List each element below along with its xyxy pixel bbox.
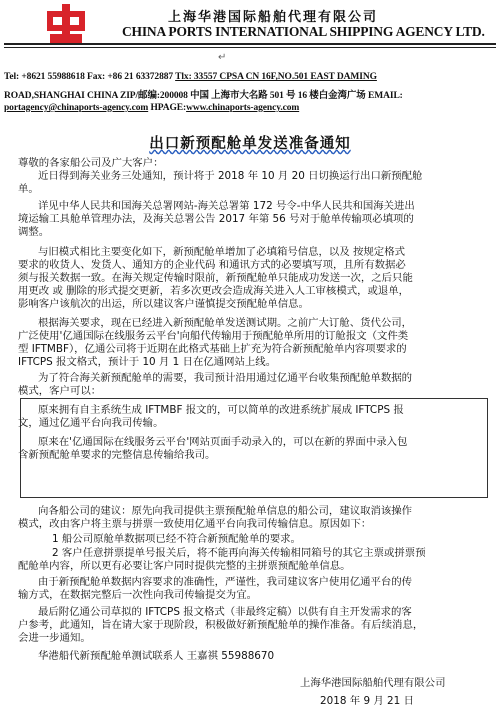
- p1-line: 近日得到海关业务三处通知，预计将于 2018 年 10 月 20 日切换运行出口新预配舱: [38, 170, 423, 182]
- signature-date: 2018 年 9 月 21 日: [320, 695, 414, 707]
- p4-line: IFTCPS 报文格式，预计于 10 月 1 日在亿通网站上线。: [18, 356, 277, 368]
- contact-phone-fax: Tel: +8621 55988618 Fax: +86 21 63372887: [4, 72, 176, 82]
- email-link[interactable]: portagency@chinaports-agency.com: [4, 103, 149, 113]
- p4-line: 广泛使用'亿通国际在线服务云平台'向船代传输用于预配舱单所用的订舱报文（文件类: [18, 330, 409, 342]
- contact-telex: Tlx: 33557 CPSA CN 16F,NO.501 EAST DAMING: [175, 72, 377, 82]
- p7-line: 由于新预配舱单数据内容要求的准确性，严谨性，我司建议客户使用亿通平台的传: [38, 576, 413, 588]
- contact-line-3: [4, 103, 299, 113]
- option-1-line: 文，通过亿通平台向我司传输。: [18, 417, 164, 429]
- salutation: 尊敬的各家船公司及广大客户：: [18, 157, 164, 169]
- reason-1: 1 船公司原舱单数据项已经不符合新预配舱单的要求。: [52, 533, 301, 545]
- p3-line: 要求的收货人、发货人、通知方的企业代码 和通讯方式的必要填写项，且所有数据必: [18, 259, 406, 271]
- p3-line: 影响客户该航次的出运，所以建议客户谨慎提交预配舱单信息。: [18, 298, 309, 310]
- letterhead-rule: [4, 43, 496, 45]
- p1-line: 单。: [18, 183, 39, 195]
- p3-line: 须与报关数据一致。在海关规定传输时限前，新预配舱单只能成功发送一次，之后只能: [18, 272, 413, 284]
- signature-company: 上海华港国际船舶代理有限公司: [300, 677, 446, 689]
- p4-line: 型 IFTMBF），亿通公司将于近期在此格式基础上扩充为符合新预配舱单内容项要求的: [18, 343, 407, 355]
- p3-line: 用更改 或 删除的形式提交更新，若多次更改会造成海关进入人工审核模式，或退单，: [18, 285, 410, 297]
- letterhead-rule-thin: [4, 47, 496, 48]
- p8-line: 户参考，此通知，旨在请大家于现阶段，积极做好新预配舱单的操作准备。有后续消息，: [18, 619, 424, 631]
- option-2-line: 原来在'亿通国际在线服务云平台'网站页面手动录入的，可以在新的界面中录入包: [38, 436, 408, 448]
- p2-line: 境运输工具舱单管理办法，及海关总署公告 2017 年第 56 号对于舱单传输项必填项的: [18, 213, 414, 225]
- reason-2-line: 配舱单内容，所以更有必要让客户同时提供完整的主拼票预配舱单信息。: [18, 560, 351, 572]
- option-2-line: 含新预配舱单要求的完整信息传输给我司。: [18, 449, 216, 461]
- website-link[interactable]: www.chinaports-agency.com: [186, 103, 300, 113]
- company-name-cn: 上海华港国际船舶代理有限公司: [168, 10, 379, 25]
- p8-line: 最后附亿通公司草拟的 IFTCPS 报文格式（非最终定稿）以供有自主开发需求的客: [38, 606, 412, 618]
- contact-line-1: [4, 72, 377, 82]
- p5-line: 模式，客户可以：: [18, 385, 102, 397]
- p7-line: 输方式，在数据完整后一次性向我司传输提交为宜。: [18, 589, 257, 601]
- reason-2-line: 2 客户任意拼票提单号报关后，将不能再向海关传输相同箱号的其它主票或拼票预: [52, 547, 426, 559]
- p3-line: 与旧模式相比主要变化如下，新预配舱单增加了必填箱号信息，以及 按规定格式: [38, 246, 405, 258]
- contact-line-2: ROAD,SHANGHAI CHINA ZIP/邮编:200008 中国 上海市大名路 501 号 16 楼白金湾广场 EMAIL:: [4, 91, 403, 101]
- p6-line: 向各船公司的建议：原先向我司提供主票预配舱单信息的船公司，建议取消该操作: [38, 505, 413, 517]
- option-1-line: 原来拥有自主系统生成 IFTMBF 报文的，可以简单的改进系统扩展成 IFTCPS 报: [38, 404, 404, 416]
- p5-line: 为了符合海关新预配舱单的需要，我司预计沿用通过亿通平台收集预配舱单数据的: [38, 372, 413, 384]
- p6-line: 模式，改由客户将主票与拼票一致使用亿通平台向我司传输信息。原因如下：: [18, 518, 372, 530]
- p2-line: 调整。: [18, 226, 50, 238]
- notice-title: 出口新预配舱单发送准备通知: [149, 136, 351, 152]
- paragraph-mark-icon: ↵: [218, 52, 227, 63]
- company-name-en: CHINA PORTS INTERNATIONAL SHIPPING AGENCY LTD.: [122, 24, 485, 39]
- p8-line: 会进一步通知。: [18, 632, 91, 644]
- company-logo-icon: [44, 2, 88, 46]
- test-contact: 华港船代新预配舱单测试联系人 王嘉祺 55988670: [38, 650, 275, 662]
- homepage-label: HPAGE:: [148, 103, 187, 113]
- p4-line: 根据海关要求，现在已经进入新预配舱单发送测试期。之前广大订舱、货代公司，: [38, 317, 413, 329]
- p2-line: 详见中华人民共和国海关总署网站-海关总署第 172 号令-中华人民共和国海关进出: [38, 200, 415, 212]
